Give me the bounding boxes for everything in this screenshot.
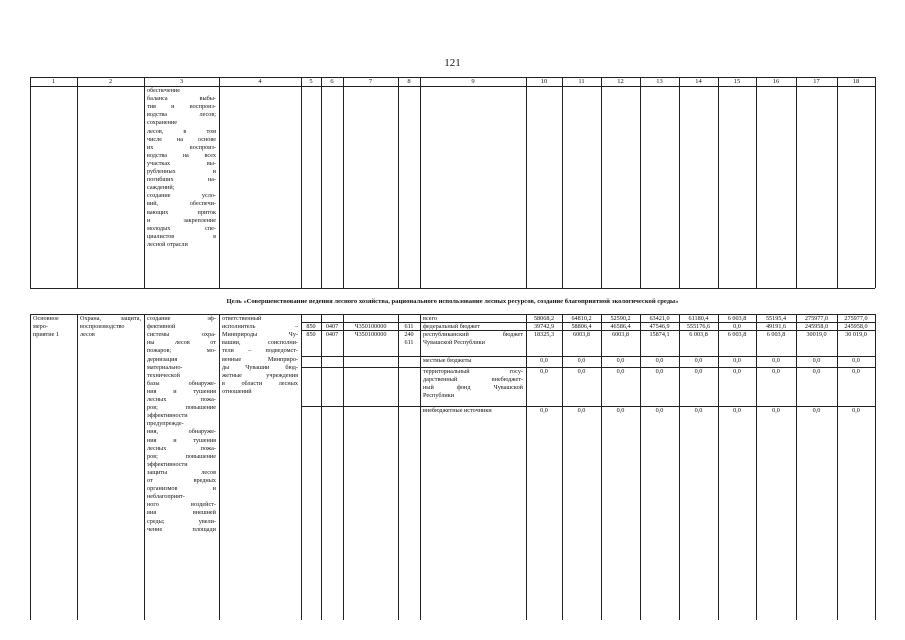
funding-value: 275977,0 (844, 315, 868, 322)
column-line (343, 314, 344, 620)
table-border-bottom (30, 288, 875, 289)
column-line (144, 77, 145, 288)
top-task-text-line: их воспроиз- (147, 143, 216, 151)
activity-task-text-line: фективной (147, 323, 176, 331)
funding-value: 0,0 (812, 357, 821, 364)
column-line (718, 77, 719, 288)
activity-task-text-line: базы обнаруже- (147, 379, 216, 387)
activity-task-text-line: системы охра- (147, 331, 216, 339)
funding-value: 6003,8 (611, 331, 629, 338)
funding-value: 47546,9 (649, 323, 670, 330)
funding-source: всего (423, 315, 437, 322)
funding-source: федеральный бюджет (423, 323, 480, 330)
column-line (526, 77, 527, 288)
funding-source: дарственный внебюджет- (423, 376, 523, 383)
activity-task-text-line: ров; повышение (147, 452, 216, 460)
executor-text-line: в области лесных (222, 379, 298, 387)
funding-value: 0,0 (655, 407, 664, 414)
top-task-text-line: числе на основе (147, 135, 216, 143)
funding-value: 0,0 (655, 368, 664, 375)
column-number: 12 (617, 78, 624, 85)
top-task-text-line: обеспечение (147, 87, 180, 94)
activity-task-text-line: среды; увели- (147, 517, 216, 525)
column-line (796, 77, 797, 288)
funding-value: 0,0 (540, 357, 548, 364)
funding-source: местные бюджеты (423, 357, 472, 364)
funding-value: 63421,0 (649, 315, 670, 322)
executor-text-line: тели – подведомст- (222, 347, 298, 355)
activity-task-text-line: ного воздейст- (147, 501, 216, 509)
column-line (398, 314, 399, 620)
column-number: 15 (733, 78, 741, 85)
funding-value: 0,0 (694, 368, 703, 375)
top-task-text-line: тия и воспроиз- (147, 103, 216, 111)
activity-number: приятие 1 (33, 331, 59, 339)
top-task-text-line: вий, обеспечи- (147, 200, 216, 208)
activity-task-text-line: ния, обнаруже- (147, 428, 216, 436)
activity-task-text-line: защиты лесов (147, 468, 216, 476)
activity-task-text-line: неблагоприят- (147, 493, 185, 501)
column-line (837, 77, 838, 288)
top-task-text-line: вающих приток (147, 208, 216, 216)
activity-task-text-line: эффективности (147, 412, 188, 420)
column-number: 8 (407, 78, 411, 85)
funding-value: 0,0 (772, 357, 780, 364)
top-task-text-line: создание усло- (147, 192, 216, 200)
activity-task-text-line: ны лесов от (147, 339, 216, 347)
activity-task-text-line: ров; повышение (147, 404, 216, 412)
funding-value: 0,0 (616, 368, 625, 375)
goal-heading: Цель «Совершенствование ведения лесного хозяйства, рационального использование лесных ресурсов, создание благоприятной экологической среды» (226, 298, 679, 305)
funding-value: 0,0 (540, 368, 548, 375)
funding-value: 64810,2 (571, 315, 592, 322)
column-number: 16 (772, 78, 780, 85)
activity-task-text-line: предупрежде- (147, 420, 184, 428)
activity-task-text-line: технической (147, 371, 180, 379)
column-number: 4 (258, 78, 262, 85)
column-number: 3 (179, 78, 184, 85)
executor-text-line: ответственный (222, 315, 262, 322)
funding-value: 0,0 (772, 407, 780, 414)
column-number: 2 (108, 78, 113, 85)
activity-title: воспроизводство (80, 323, 125, 331)
funding-value: 0,0 (812, 368, 821, 375)
column-line (77, 314, 78, 620)
executor-text-line: Минприроды Чу- (222, 331, 298, 339)
executor-text-line: венные Минприро- (222, 355, 298, 363)
budget-code: 611 (404, 339, 414, 346)
column-line (219, 77, 220, 288)
funding-value: 6 003,8 (727, 331, 747, 338)
column-line (30, 314, 31, 620)
funding-source: ный фонд Чувашской (423, 384, 523, 391)
funding-value: 0,0 (772, 368, 780, 375)
column-line (30, 77, 31, 288)
column-line (875, 77, 876, 288)
funding-value: 15874,1 (649, 331, 670, 338)
budget-code: Ч350100000 (354, 331, 387, 338)
top-task-text-line: и закрепление (147, 216, 216, 224)
funding-value: 18325,3 (533, 331, 555, 338)
funding-value: 0,0 (852, 368, 860, 375)
activity-task-text-line: материально- (147, 363, 183, 371)
column-line (679, 77, 680, 288)
funding-value: 0,0 (694, 407, 703, 414)
funding-source: Чувашской Республики (423, 339, 485, 346)
executor-text-line: вашии, соисполни- (222, 339, 298, 347)
activity-task-text-line: эффективности (147, 460, 188, 468)
top-task-text-line: погибших на- (147, 176, 216, 184)
funding-value: 6003,8 (572, 331, 590, 338)
funding-value: 0,0 (733, 368, 741, 375)
column-number: 13 (656, 78, 663, 85)
column-number: 10 (540, 78, 548, 85)
top-task-text-line: участках вы- (147, 159, 216, 167)
column-line (562, 77, 563, 288)
column-number: 18 (852, 78, 860, 85)
activity-task-text-line: создание эф- (147, 315, 216, 322)
page-number: 121 (444, 57, 461, 69)
column-line (219, 314, 220, 620)
activity-task-text-line: лесных пожа- (147, 396, 216, 403)
funding-value: 0,0 (616, 407, 625, 414)
activity-task-text-line: от вредных (147, 477, 216, 484)
executor-text-line: жетные учреждения (222, 371, 298, 379)
column-line (321, 314, 322, 620)
funding-value: 52590,2 (610, 315, 631, 322)
column-line (875, 314, 876, 620)
column-number: 14 (695, 78, 702, 85)
funding-value: 39742,9 (533, 323, 555, 330)
funding-value: 0,0 (655, 357, 664, 364)
top-task-text-line: саждений; (147, 184, 175, 192)
budget-code: 0407 (325, 331, 339, 338)
column-line (756, 77, 757, 288)
funding-value: 55195,4 (765, 315, 787, 322)
funding-value: 245958,0 (804, 323, 829, 330)
funding-value: 0,0 (733, 357, 741, 364)
funding-value: 0,0 (577, 368, 586, 375)
funding-value: 49191,6 (765, 323, 787, 330)
budget-code: Ч350100000 (354, 323, 387, 330)
column-line (343, 77, 344, 288)
column-line (601, 77, 602, 288)
funding-value: 0,0 (733, 323, 741, 330)
column-line (640, 77, 641, 288)
column-number: 9 (471, 78, 475, 85)
funding-value: 6 003,8 (766, 331, 786, 338)
funding-value: 0,0 (812, 407, 821, 414)
top-task-text-line: лесов, в том (147, 127, 216, 135)
top-task-text-line: водства лесов; (147, 111, 216, 119)
column-line (301, 77, 302, 288)
column-line (144, 314, 145, 620)
top-task-text-line: сохранение (147, 119, 178, 127)
funding-value: 0,0 (616, 357, 625, 364)
column-number: 17 (813, 78, 820, 85)
funding-value: 6 003,8 (689, 331, 708, 338)
top-task-text-line: баланса выбы- (147, 95, 216, 103)
executor-text-line: отношений (222, 387, 252, 395)
budget-code: 850 (306, 331, 316, 338)
activity-task-text-line: организмов и (147, 485, 216, 493)
funding-value: 30 019,0 (845, 331, 867, 338)
activity-title: лесов (80, 331, 95, 339)
funding-value: 555176,6 (686, 323, 711, 330)
funding-value: 46586,4 (610, 323, 631, 330)
funding-value: 6 003,8 (727, 315, 747, 322)
funding-value: 0,0 (852, 357, 860, 364)
funding-value: 0,0 (694, 357, 703, 364)
budget-code: 240 (404, 331, 414, 338)
top-task-text-line: молодых спе- (147, 224, 216, 232)
funding-value: 0,0 (852, 407, 860, 414)
top-task-text-line: лесной отрасли (147, 240, 188, 248)
funding-value: 0,0 (540, 407, 548, 414)
funding-source: республиканский бюджет (423, 331, 523, 338)
funding-value: 0,0 (577, 407, 586, 414)
activity-number: меро- (33, 323, 48, 331)
top-task-text-line: водства на всех (147, 151, 216, 159)
column-number: 5 (309, 78, 313, 85)
column-number: 6 (330, 78, 334, 85)
funding-value: 58068,2 (533, 315, 555, 322)
activity-title: Охрана, защита, (80, 315, 141, 322)
activity-task-text-line: пожаров; мо- (147, 347, 216, 355)
funding-source: внебюджетные источники (423, 407, 492, 414)
funding-value: 30019,0 (806, 331, 827, 338)
column-line (420, 314, 421, 620)
column-line (420, 77, 421, 288)
funding-value: 61180,4 (688, 315, 709, 322)
column-line (321, 77, 322, 288)
activity-task-text-line: вия внешней (147, 509, 216, 517)
funding-value: 0,0 (733, 407, 741, 414)
activity-number: Основное (33, 315, 59, 322)
column-number: 11 (578, 78, 585, 85)
funding-source: территориальный госу- (423, 368, 523, 375)
activity-task-text-line: ния и тушения (147, 436, 216, 444)
top-task-text-line: рубленных и (147, 168, 216, 175)
funding-value: 58806,4 (571, 323, 592, 330)
activity-task-text-line: ния и тушения (147, 387, 216, 395)
column-line (77, 77, 78, 288)
activity-task-text-line: дернизация (147, 355, 178, 363)
executor-text-line: ды Чувашии бюд- (222, 363, 298, 371)
funding-value: 245958,0 (844, 323, 868, 330)
funding-value: 275977,0 (804, 315, 829, 322)
budget-code: 0407 (325, 323, 339, 330)
top-task-text-line: циалистов в (147, 232, 216, 240)
column-line (301, 314, 302, 620)
column-number: 7 (368, 78, 373, 85)
activity-task-text-line: чение площади (147, 525, 216, 533)
executor-text-line: исполнитель – (222, 323, 298, 331)
funding-value: 0,0 (577, 357, 586, 364)
funding-source: Республики (423, 392, 455, 399)
column-number: 1 (51, 78, 56, 85)
budget-code: 611 (404, 323, 414, 330)
budget-code: 850 (306, 323, 316, 330)
activity-task-text-line: лесных пожа- (147, 444, 216, 452)
column-line (398, 77, 399, 288)
